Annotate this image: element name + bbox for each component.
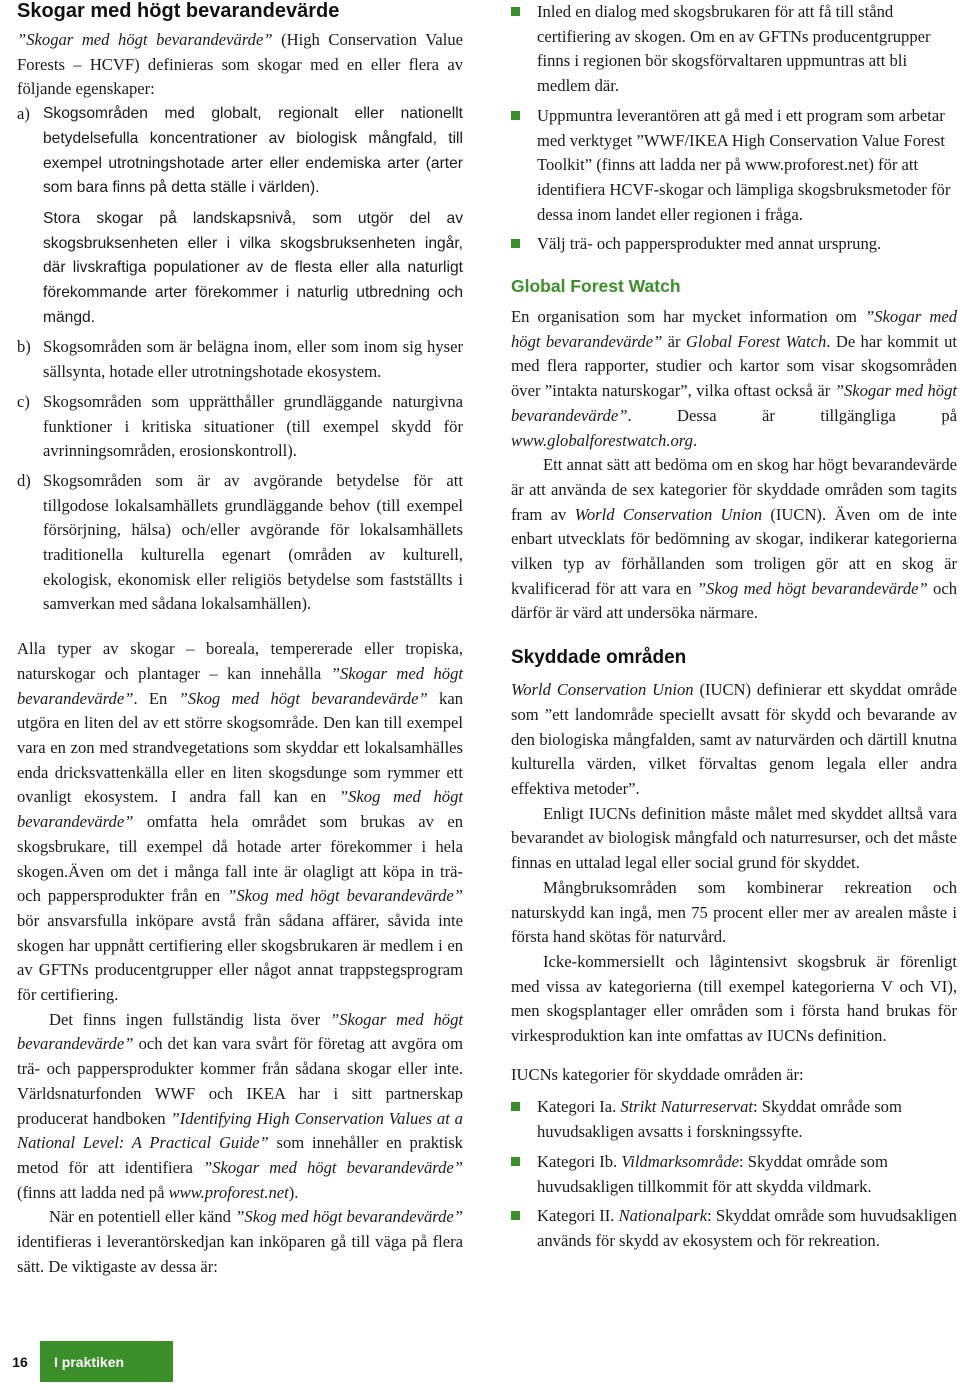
text-run: World Conservation Union [511,680,694,700]
text-run: . En [133,688,179,708]
category-name: Vildmarksområde [621,1151,740,1171]
definition-item [17,469,463,617]
category-name: Strikt Naturreservat [620,1097,753,1117]
item-text: Skogsområden som upprätthåller grundläggande naturgivna funktioner i kritiska situationer (till exempel skydd för avrinningsområden, erosionskontroll). [43,391,463,461]
text-run: www.proforest.net [168,1182,289,1202]
page-number: 16 [0,1341,40,1382]
categories-intro: IUCNs kategorier för skyddade områden är: [511,1064,804,1084]
text-run: och det kan vara svårt för företag att avgöra om trä- och pappersprodukter kommer från sådana skogar eller inte. Världsnaturfonden WWF och IKEA har i sitt partnerskap producerat handboken [17,1034,463,1128]
category-text [537,1204,957,1253]
left-body-text [17,637,463,1279]
section-label: I praktiken [40,1341,173,1382]
text-run: ”Identifying High Conservation Values at a National Level: A Practical Guide” [17,1108,463,1153]
text-run: När en potentiell eller känd [49,1207,236,1227]
text-run: Alla typer av skogar – boreala, tempererade eller tropiska, naturskogar och plantager – kan innehålla [17,639,463,683]
text-run: ”Skogar med högt bevarandevärde” [17,663,463,708]
body-paragraph [511,950,957,1049]
text-run: (High Conservation Value Forests – HCVF) definieras som skogar med en eller flera av följande egenskaper: [17,30,463,99]
definition-intro [17,28,463,102]
text-run: . [692,430,698,450]
text-run: En organisation som har mycket information om [511,307,866,327]
item-text: Skogsområden med globalt, regionalt eller nationellt betydelsefulla koncentrationer av biologisk mångfald, till exempel utrotningshotade arter eller endemiska arter (arter som bara finns på detta ställe i världen). [43,105,463,197]
footer-divider [40,1341,41,1382]
text-run: (finns att ladda ned på [17,1182,169,1202]
item-text: Skogsområden som är belägna inom, eller som inom sig hyser sällsynta, hotade eller utrotningshotade ekosystem. [43,337,463,382]
category-prefix: Kategori Ib. [537,1151,622,1171]
body-paragraph [511,876,957,950]
action-bullet [511,104,957,228]
category-description: : Skyddat område som huvudsakligen används för skydd av ekosystem och för rekreation. [537,1206,957,1250]
item-text: Skogsområden som är av avgörande betydelse för att tillgodose lokalsamhällets grundläggande behov (till exempel försörjning, hälsa) och/eller avgörande för lokalsamhällets traditionella kulturella egenart (områden av kulturell, ekologisk, ekonomisk eller religiös betydelse som fastställts i samverkan med sådana lokalsamhällen). [43,470,463,614]
item-letter: c) [17,391,30,411]
text-run: ”Skog med högt bevarandevärde” [227,886,463,906]
body-paragraph [511,453,957,626]
category-prefix: Kategori Ia. [537,1097,621,1117]
page-title: Skogar med högt bevarandevärde [17,0,340,22]
bullet-text: Välj trä- och pappersprodukter med annat ursprung. [537,234,882,254]
text-run: ”Skog med högt bevarandevärde” [696,578,928,598]
body-paragraph [511,305,957,453]
page-footer [0,1341,173,1382]
square-bullet-icon [511,111,520,120]
item-body [43,102,463,330]
text-run: ”Skog med högt bevarandevärde” [235,1207,463,1227]
text-run: och därför är värd att undersöka närmare. [511,578,958,623]
bullet-text: Uppmuntra leverantören att gå med i ett program som arbetar med verktyget ”WWF/IKEA High Conservation Value Forest Toolkit” (finns att ladda ner på www.proforest.net) för att identifiera HCVF-skogar och lämpliga skogsbruksmetoder för dessa inom landet eller regionen i fråga. [537,105,951,224]
text-run: Enligt IUCNs definition måste målet med skyddet alltså vara bevarandet av biologisk mångfald och naturresurser, och det måste finnas en uttalad legal eller social grund för skyddet. [511,803,957,873]
text-run: ). [288,1182,299,1202]
text-run: omfatta hela området som brukas av en skogsbrukare, till exempel då hotade arter förekommer i hela skogen.Även om det i många fall inte är olagligt att köpa in trä- och pappersprodukter från en [17,812,463,906]
item-letter: a) [17,104,30,124]
text-run: identifieras i leverantörskedjan kan inköparen gå till väga på flera sätt. De viktigaste av dessa är: [17,1232,463,1276]
category-text [537,1095,957,1144]
action-bullet-list [511,0,957,257]
skyddade-omraden-text [511,678,957,1049]
item-body [43,335,463,384]
square-bullet-icon [511,1102,520,1111]
category-name: Nationalpark [618,1206,708,1226]
text-run: www.globalforestwatch.org [511,430,693,450]
text-run: Det finns ingen fullständig lista över [49,1009,330,1029]
text-run: ”Skog med högt bevarandevärde” [17,787,464,832]
heading-skyddade-omraden: Skyddade områden [511,647,687,669]
text-run: som innehåller en praktisk metod för att identifiera [17,1133,463,1177]
iucn-category-item [511,1150,957,1199]
definition-item [17,102,463,330]
item-body [43,390,463,464]
text-run: . De har kommit ut med flera rapporter, studier och kartor som visar skogsområden över ”intakta naturskogar”, vilka oftast också är [511,331,957,401]
text-run: (IUCN) definierar ett skyddat område som ”ett landområde speciellt avsatt för skydd och bevarande av den biologiska mångfalden, samt av naturvärden och därtill knutna kulturella värden, vilket förvaltas genom legala eller andra effektiva metoder”. [511,680,957,798]
text-run: är [662,331,686,351]
iucn-category-item [511,1204,957,1253]
text-run: Mångbruksområden som kombinerar rekreation och naturskydd kan ingå, men 75 procent eller mer av arealen måste i första hand skötas för naturvård. [511,877,957,947]
text-run: ”Skogar med högt bevarandevärde” [511,381,958,425]
category-description: : Skyddat område som huvudsakligen avsatts i forskningssyfte. [537,1097,902,1142]
item-letter: b) [17,337,31,357]
square-bullet-icon [511,1211,520,1220]
action-bullet [511,232,957,257]
text-run: . Dessa är tillgängliga på [627,405,957,425]
text-run: bör ansvarsfulla inköpare avstå från sådana affärer, såvida inte skogen har uppnått certifiering eller skogsbrukaren är medlem i en av GFTNs producentgrupper eller något annat trappstegsprogram för certifiering. [17,910,463,1005]
definition-item [17,390,463,464]
bullet-text: Inled en dialog med skogsbrukaren för att få till stånd certifiering av skogen. Om en av GFTNs producentgrupper finns i regionen bör skogsförvaltaren uppmuntras att bli medlem där. [537,2,931,96]
iucn-category-item [511,1095,957,1144]
category-prefix: Kategori II. [537,1206,619,1226]
text-run: ”Skogar med högt bevarandevärde” [511,307,957,351]
item-letter: d) [17,470,31,490]
text-run: (IUCN). Även om de inte enbart utvecklats för bedömning av skogar, indikerar kategorierna vilken typ av förhållanden som troligen gör att en skog är kvalificerad för att vara en [511,504,957,598]
body-paragraph [17,637,463,1008]
text-run: World Conservation Union [574,504,763,524]
item-body [43,469,463,617]
text-run: Ett annat sätt att bedöma om en skog har högt bevarandevärde är att använda de sex kategorier för skyddade områden som tagits fram av [511,455,957,524]
right-column [511,0,957,1259]
text-run: ”Skogar med högt bevarandevärde” [17,30,273,49]
text-run: Icke-kommersiellt och lågintensivt skogsbruk är förenligt med vissa av kategorierna (till exempel kategorierna V och VI), men skogsplantager eller områden som i första hand brukas för virkesproduktion kan inte omfattas av IUCNs definition. [511,951,957,1046]
body-paragraph [17,1008,463,1206]
item-subtext: Stora skogar på landskapsnivå, som utgör del av skogsbruksenheten eller i vilka skogsbruksenheten ingår, där livskraftiga populationer av de flesta eller alla naturligt förekommande arter förekommer i naturlig utbredning och mängd. [43,209,463,326]
body-paragraph [17,1205,463,1279]
heading-global-forest-watch: Global Forest Watch [511,276,681,297]
text-run: ”Skogar med högt bevarandevärde” [17,1009,463,1054]
category-description: : Skyddat område som huvudsakligen tillkommit för att skydda vildmark. [537,1151,888,1196]
text-run: kan utgöra en liten del av ett större skogsområde. Den kan till exempel vara en zon med strandvegetations som skyddar ett lokalsamhälles enda dricksvattenkälla eller en liten skogsdunge som rymmer ett ovanligt ekosystem. I andra fall kan en [17,688,463,807]
square-bullet-icon [511,7,520,16]
action-bullet [511,0,957,99]
text-run: ”Skog med högt bevarandevärde” [178,688,428,708]
body-paragraph [511,802,957,876]
text-run: ”Skogar med högt bevarandevärde” [202,1157,464,1177]
category-text [537,1150,957,1199]
definition-item [17,335,463,384]
text-run: Global Forest Watch [685,331,827,351]
iucn-category-list [511,1095,957,1253]
global-forest-watch-text [511,305,957,626]
left-column [17,0,463,1279]
square-bullet-icon [511,239,520,248]
body-paragraph [511,678,957,802]
square-bullet-icon [511,1157,520,1166]
definition-list [17,102,463,617]
